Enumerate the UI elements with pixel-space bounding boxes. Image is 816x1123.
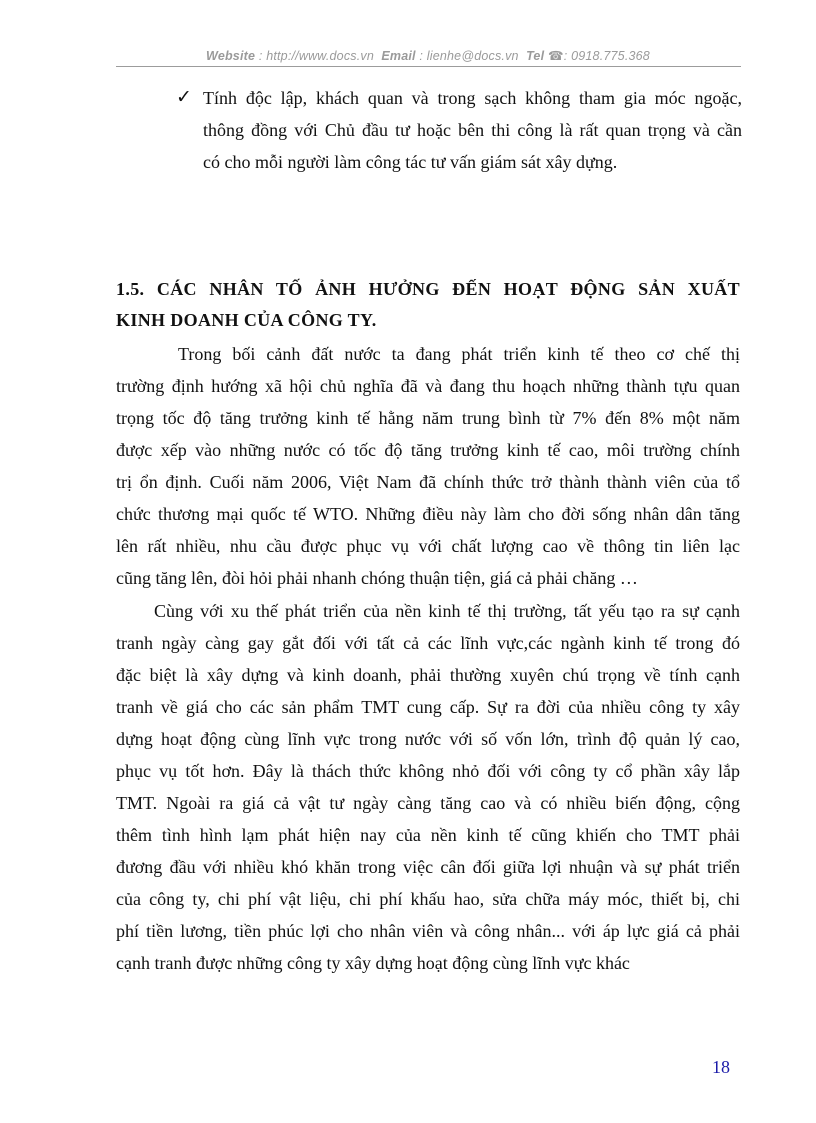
- paragraph-2: [116, 595, 740, 979]
- text-line: phí tiền lương, tiền phúc lợi cho nhân viên và công nhân... với áp lực giá cả phải: [116, 921, 740, 941]
- website-url: : http://www.docs.vn: [258, 49, 375, 63]
- text-line: tranh ngày càng gay gắt đối với tất cả các lĩnh vực,các ngành kinh tế trong đó: [116, 633, 740, 653]
- text-line: Tính độc lập, khách quan và trong sạch không tham gia móc ngoặc,: [203, 88, 742, 108]
- text-line: TMT. Ngoài ra giá cả vật tư ngày càng tăng cao và có nhiều biến động, cộng: [116, 793, 740, 813]
- text-line: lên rất nhiều, nhu cầu được phục vụ với chất lượng cao về thông tin liên lạc: [116, 536, 740, 556]
- telephone-icon: ☎: [547, 49, 564, 63]
- heading-line: KINH DOANH CỦA CÔNG TY.: [116, 310, 377, 330]
- text-line: trị ổn định. Cuối năm 2006, Việt Nam đã chính thức trở thành thành viên của tổ: [116, 472, 740, 492]
- email-address: : lienhe@docs.vn: [419, 49, 519, 63]
- website-label: Website: [206, 49, 256, 63]
- tel-number: : 0918.775.368: [563, 49, 650, 63]
- text-line: trường định hướng xã hội chủ nghĩa đã và đang thu hoạch những thành tựu quan: [116, 376, 740, 396]
- text-line: Cùng với xu thế phát triển của nền kinh tế thị trường, tất yếu tạo ra sự cạnh: [154, 601, 740, 621]
- section-heading: [116, 274, 740, 336]
- header-divider: [116, 66, 741, 67]
- tel-label: Tel: [526, 49, 545, 63]
- text-line: tranh về giá cho các sản phẩm TMT cung cấp. Sự ra đời của nhiều công ty xây: [116, 697, 740, 717]
- text-line: cũng tăng lên, đòi hỏi phải nhanh chóng thuận tiện, giá cả phải chăng …: [116, 568, 638, 588]
- text-line: phục vụ tốt hơn. Đây là thách thức không nhỏ đối với công ty cổ phần xây lắp: [116, 761, 740, 781]
- text-line: Trong bối cảnh đất nước ta đang phát triển kinh tế theo cơ chế thị: [178, 344, 740, 364]
- text-line: thêm tình hình lạm phát hiện nay của nền kinh tế cũng khiến cho TMT phải: [116, 825, 740, 845]
- text-line: đặc biệt là xây dựng và kinh doanh, phải thường xuyên chú trọng về tính cạnh: [116, 665, 740, 685]
- page-header: [116, 48, 740, 63]
- text-line: có cho mỗi người làm công tác tư vấn giám sát xây dựng.: [203, 152, 618, 172]
- text-line: dựng hoạt động cùng lĩnh vực trong nước với số vốn lớn, trình độ quản lý cao,: [116, 729, 740, 749]
- text-line: được xếp vào những nước có tốc độ tăng trưởng kinh tế cao, môi trường chính: [116, 440, 740, 460]
- text-line: cạnh tranh được những công ty xây dựng hoạt động cùng lĩnh vực khác: [116, 953, 630, 973]
- text-line: đương đầu với nhiều khó khăn trong việc cân đối giữa lợi nhuận và sự phát triển: [116, 857, 740, 877]
- heading-line: 1.5. CÁC NHÂN TỐ ẢNH HƯỞNG ĐẾN HOẠT ĐỘNG SẢN XUẤT: [116, 279, 740, 299]
- page-number: 18: [712, 1057, 730, 1077]
- paragraph-1: [116, 338, 740, 594]
- text-line: chức thương mại quốc tế WTO. Những điều này làm cho đời sống nhân dân tăng: [116, 504, 740, 524]
- text-line: thông đồng với Chủ đầu tư hoặc bên thi công là rất quan trọng và cần: [203, 120, 742, 140]
- text-line: của công ty, chi phí vật liệu, chi phí khấu hao, sửa chữa máy móc, thiết bị, chi: [116, 889, 740, 909]
- check-mark-icon: ✓: [176, 86, 192, 108]
- email-label: Email: [381, 49, 416, 63]
- text-line: trọng tốc độ tăng trưởng kinh tế hằng năm trung bình từ 7% đến 8% một năm: [116, 408, 740, 428]
- bullet-text: [203, 82, 742, 178]
